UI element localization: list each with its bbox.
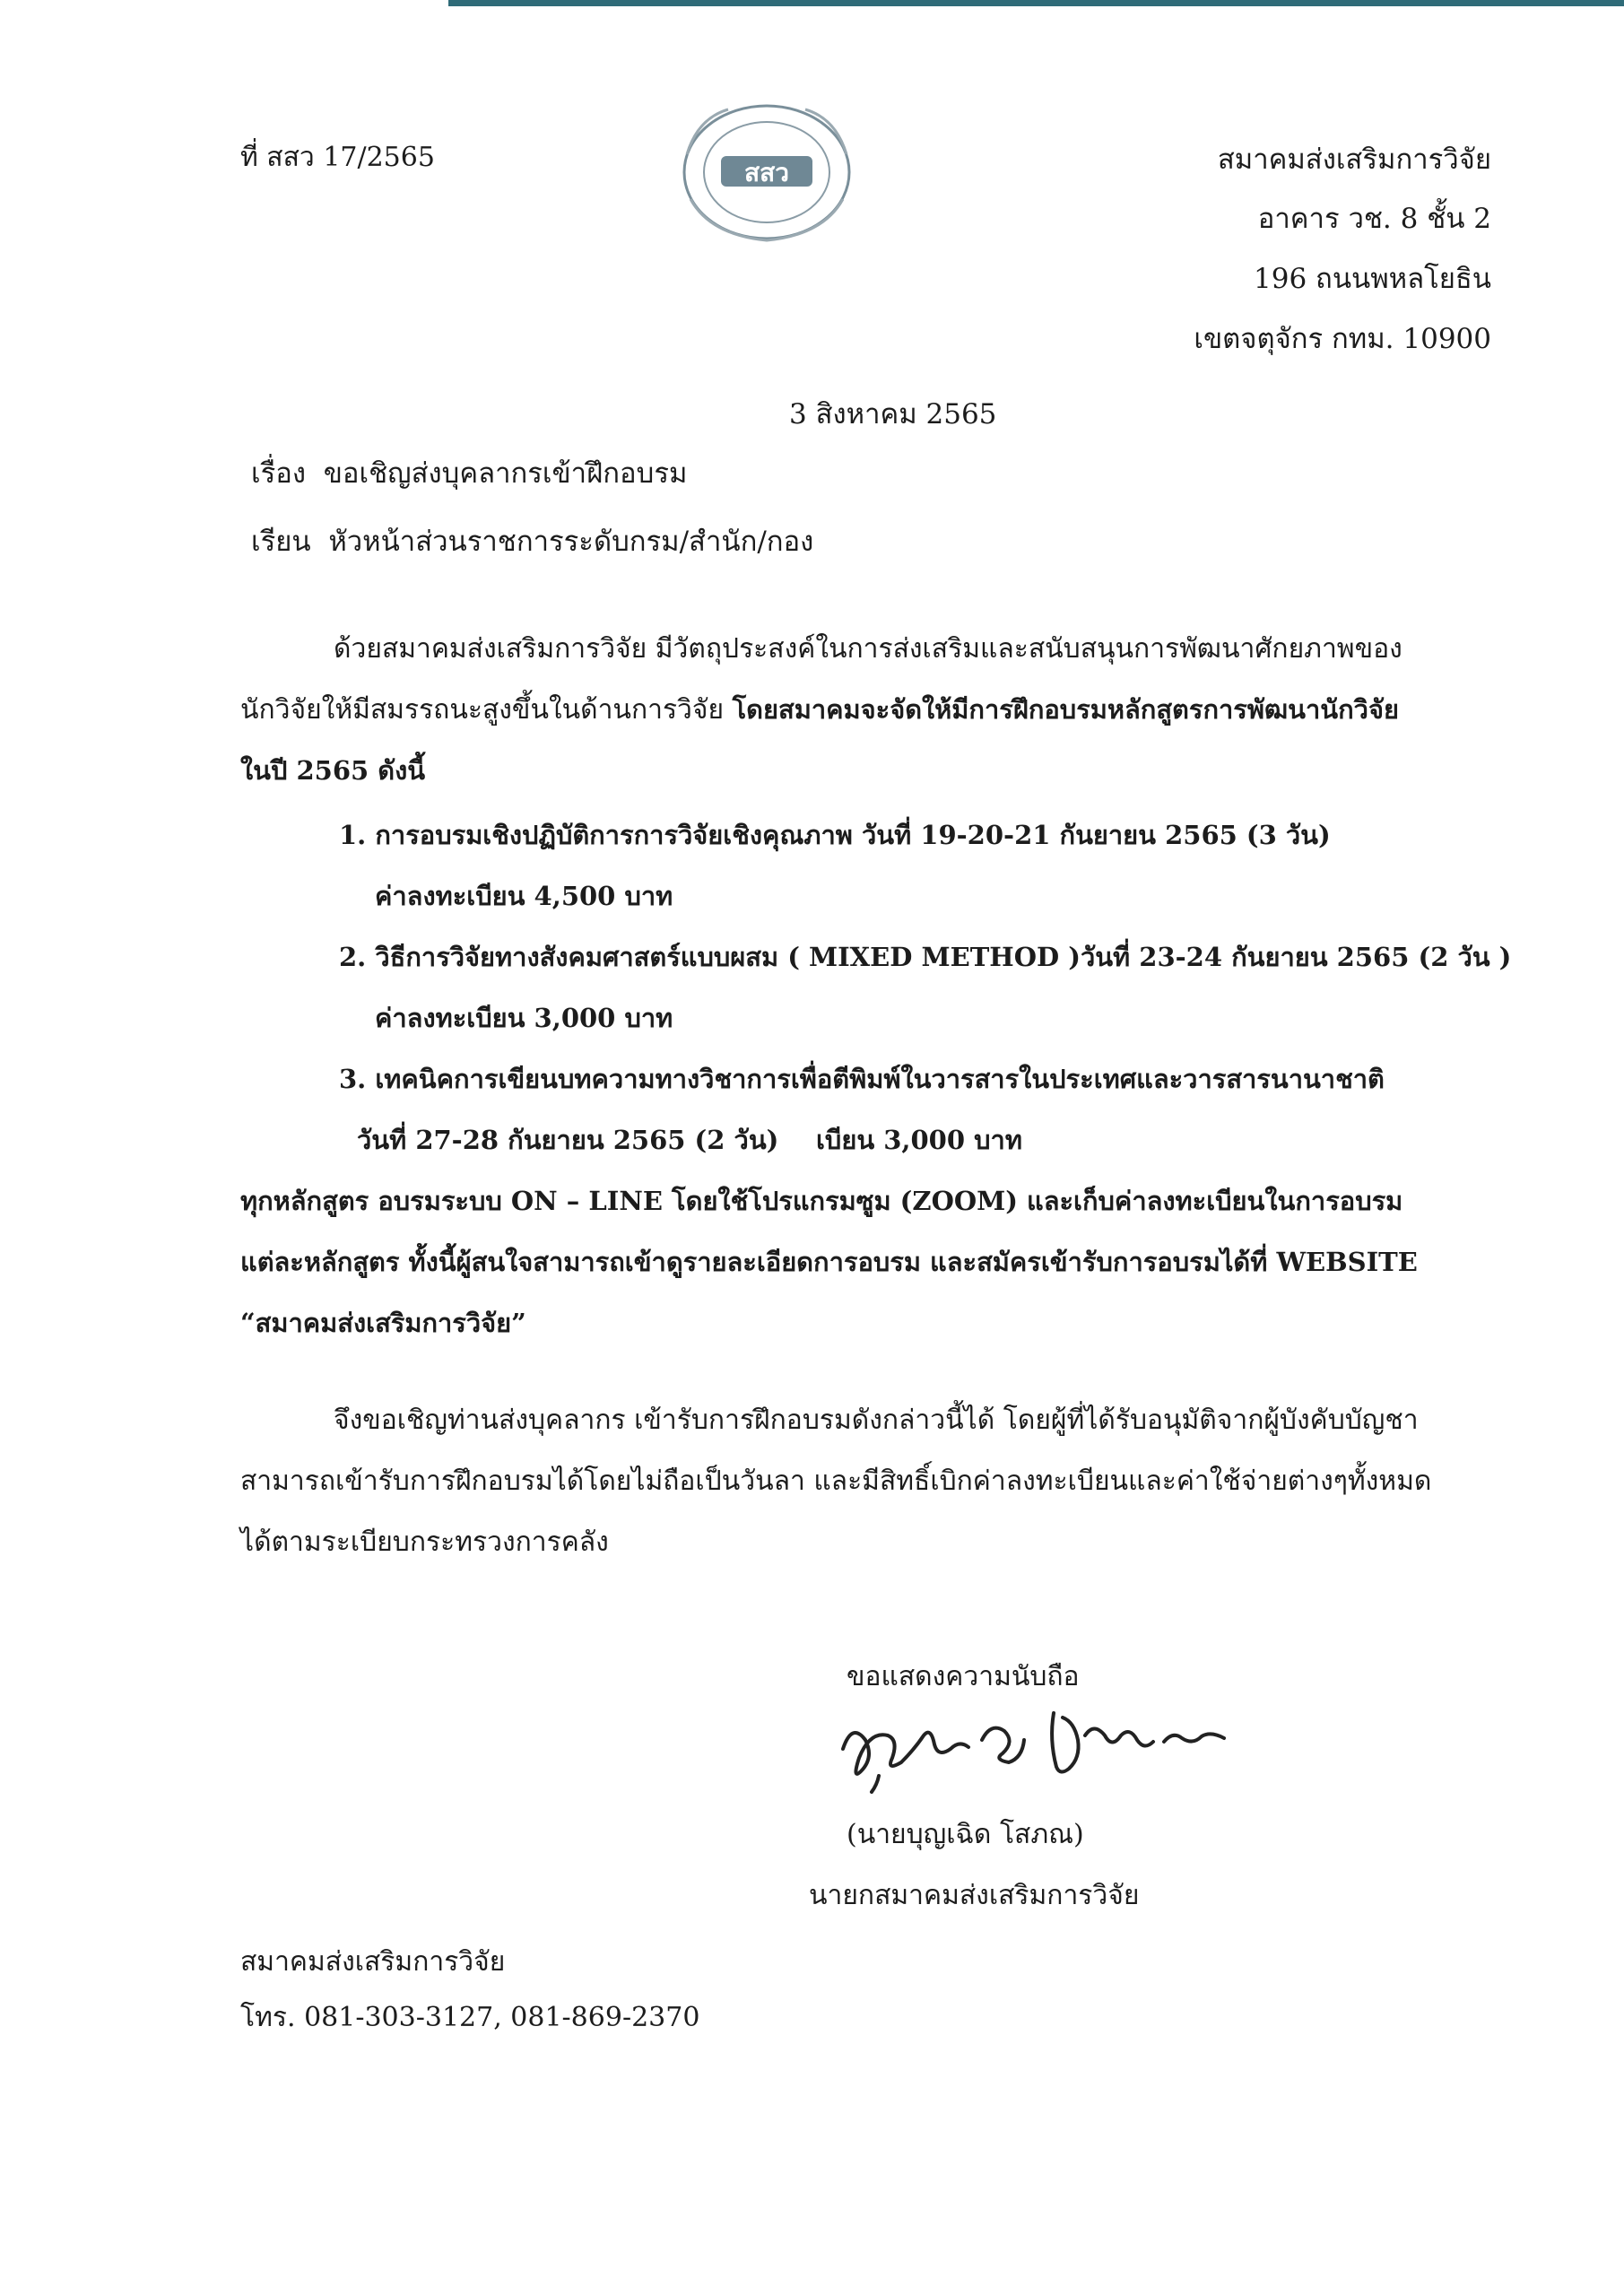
sender-building: อาคาร วช. 8 ชั้น 2: [1257, 203, 1491, 235]
intro-line-1: ด้วยสมาคมส่งเสริมการวิจัย มีวัตถุประสงค์ในการส่งเสริมและสนับสนุนการพัฒนาศักยภาพของ: [334, 633, 1403, 665]
intro-line-2: [240, 689, 1399, 731]
course-1-title: 1. การอบรมเชิงปฏิบัติการการวิจัยเชิงคุณภาพ วันที่ 19-20-21 กันยายน 2565 (3 วัน): [339, 820, 1331, 850]
closing-salutation: ขอแสดงความนับถือ: [847, 1661, 1080, 1692]
course-1-fee: ค่าลงทะเบียน 4,500 บาท: [375, 881, 673, 911]
recipient-line: [251, 518, 813, 563]
invite-line-3: ได้ตามระเบียบกระทรวงการคลัง: [240, 1526, 609, 1558]
scan-edge-bar: [448, 0, 1624, 6]
sender-name: สมาคมส่งเสริมการวิจัย: [1217, 144, 1491, 176]
signature: [825, 1686, 1238, 1794]
sender-district: เขตจตุจักร กทม. 10900: [1194, 323, 1491, 355]
intro-line-2-bold: โดยสมาคมจะจัดให้มีการฝึกอบรมหลักสูตรการพัฒนานักวิจัย: [732, 694, 1399, 725]
course-3-fee: เบียน 3,000 บาท: [816, 1125, 1022, 1155]
intro-line-3: ในปี 2565 ดังนี้: [240, 755, 426, 786]
online-line-3: “สมาคมส่งเสริมการวิจัย”: [240, 1308, 526, 1338]
subject-text: ขอเชิญส่งบุคลากรเข้าฝึกอบรม: [323, 457, 688, 490]
logo-text: สสว: [744, 158, 789, 187]
signer-name: (นายบุญเฉิด โสภณ): [847, 1819, 1084, 1850]
online-line-2: แต่ละหลักสูตร ทั้งนี้ผู้สนใจสามารถเข้าดูรายละเอียดการอบรม และสมัครเข้ารับการอบรมได้ที่ WEBSITE: [240, 1247, 1418, 1277]
footer-org: สมาคมส่งเสริมการวิจัย: [240, 1946, 506, 1978]
intro-line-2-plain: นักวิจัยให้มีสมรรถนะสูงขึ้นในด้านการวิจัย: [240, 694, 725, 726]
recipient-label: เรียน: [251, 526, 311, 558]
recipient-text: หัวหน้าส่วนราชการระดับกรม/สำนัก/กอง: [328, 526, 814, 558]
letter-date: 3 สิงหาคม 2565: [789, 398, 997, 430]
sender-street: 196 ถนนพหลโยธิน: [1254, 263, 1491, 295]
online-line-1: ทุกหลักสูตร อบรมระบบ ON – LINE โดยใช้โปรแกรมซูม (ZOOM) และเก็บค่าลงทะเบียนในการอบรม: [240, 1186, 1403, 1216]
course-3-date: วันที่ 27-28 กันยายน 2565 (2 วัน): [357, 1125, 779, 1155]
subject-label: เรื่อง: [251, 457, 307, 490]
association-logo: [674, 100, 859, 244]
course-2-title: 2. วิธีการวิจัยทางสังคมศาสตร์แบบผสม ( MIXED METHOD )วันที่ 23-24 กันยายน 2565 (2 วัน ): [339, 942, 1512, 972]
course-2-fee: ค่าลงทะเบียน 3,000 บาท: [375, 1003, 673, 1033]
invite-line-1: จึงขอเชิญท่านส่งบุคลากร เข้ารับการฝึกอบรมดังกล่าวนี้ได้ โดยผู้ที่ได้รับอนุมัติจากผู้บังคับบัญชา: [334, 1405, 1419, 1436]
footer-phone: โทร. 081-303-3127, 081-869-2370: [240, 2002, 700, 2033]
reference-number: ที่ สสว 17/2565: [240, 142, 435, 173]
invite-line-2: สามารถเข้ารับการฝึกอบรมได้โดยไม่ถือเป็นวันลา และมีสิทธิ์เบิกค่าลงทะเบียนและค่าใช้จ่ายต่างๆทั้งหมด: [240, 1465, 1432, 1497]
signer-title: นายกสมาคมส่งเสริมการวิจัย: [809, 1880, 1140, 1911]
course-3-title: 3. เทคนิคการเขียนบทความทางวิชาการเพื่อตีพิมพ์ในวารสารในประเทศและวารสารนานาชาติ: [339, 1064, 1385, 1094]
subject-line: [251, 450, 687, 495]
